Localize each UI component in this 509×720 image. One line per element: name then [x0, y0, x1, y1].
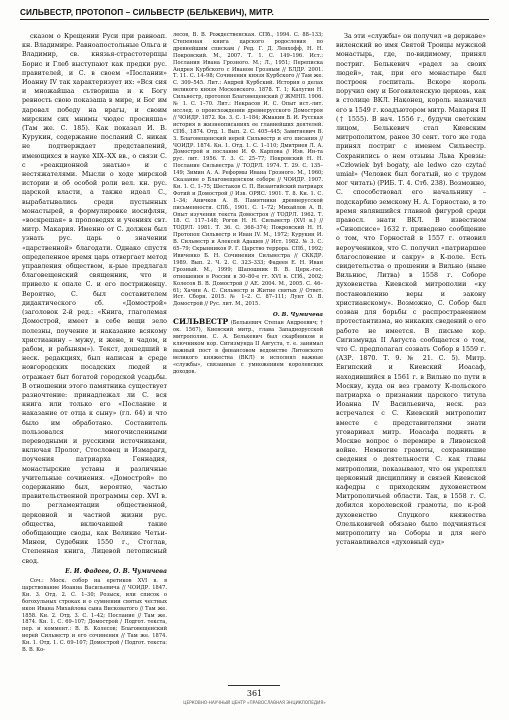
bibliography-works: Соч.: Моск. собор на еретиков XVI в. в царствование Иоанна Васильевича // ЧОИДР. 1847. Кн. 3. Отд. 2. С. 1–30; Розыск, или список о богохульных строках и о сумнении святых честных икон Ивана Михайлова сына Висковатого // Там же. 1858. Кн. 2. Отд. 3. С. 1–42; Послание // Там же. 1874. Кн. 1. С. 69–107; Домострой / Подгот. текста, пер. и коммент.: В. В. Колесов; Благовещенский иерей Сильвестр и его сочинения // Там же. 1874. Кн. 1. Отд. 1. С. 69–107; Домострой / Подгот. текста: В. В. Ко- — [22, 577, 167, 654]
publisher-watermark: ЦЕРКОВНО-НАУЧНЫЙ ЦЕНТР «ПРАВОСЛАВНАЯ ЭНЦИКЛОПЕДИЯ» — [183, 700, 326, 705]
entry-headword: СИЛЬВЕСТР — [173, 317, 229, 327]
bibliography-continued: лесов, В. В. Рождественская. СПб., 1994. С. 88–133; Степенная книга царского родословия по древнейшим спискам / Ред. Г. Д. Ленхофф, Н. Н. Покровский. М., 2007. Т. 1. С. 149–196. Ист.: Послания Ивана Грозного. М.; Л., 1951; Переписка Андрея Курбского с Иваном Грозным // БЛДР. 2001. Т. 11. С. 14–98; Сочинения князя Курбского // Там же. С. 309–545. Лит.: Андрей Курбский. История о делах великого князя Московского. 1878. Т. 1; Калугин Н. Сильвестр, протопоп Благовещенский // ЖМНП. 1906. № 1. С. 1–70. Лит.: Некрасов И. С. Опыт ист.-лит. исслед. о происхождении древнерусского Домостроя // ЧОИДР. 1872. Кн. 3. С. 1–184; Жмакин В. И. Русская история в жизнеописаниях ее главнейших деятелей. СПб., 1874. Отд. 1. Вып. 2. С. 405–445; Завитневич В. З. Благовещенский иерей Сильвестр и его писания // ЧОИДР. 1874. Кн. 1. Отд. 1. С. 1–110; Дмитриев Л. А. Домострой и послание И. Ф. Карпова // Изв. Ин-та рус. лит. 1956. Т. 3. С. 25–77; Покровский Н. Н. Послание Сильвестра // ТОДРЛ. 1974. Т. 29. С. 135–149; Зимин А. А. Реформы Ивана Грозного. М., 1960; Сказание о Благовещенском соборе // ЧОИДР. 1907. Кн. 1. С. 1–75; Шестаков С. П. Византийский патриарх Фотий и Домострой // Изв. ОРЯС. 1901. Т. 8. Кн. 1. С. 1–34; Аничков А. В. Памятники древнерусской письменности. СПб., 1901. С. 1–72; Михайлов А. В. Опыт изучения текста Домостроя // ТОДРЛ. 1962. Т. 18. С. 117–148; Рогов Н. Н. Сильвестр (XVI в.) // ТОДРЛ. 1981. Т. 36. С. 368–374; Покровский Н. Н. Протопоп Сильвестр и Иван IV. М., 1972; Курукин И. В. Сильвестр и Алексей Адашев // Ист. 1982. № 3. С. 65–79; Скрынников Р. Г. Царство террора. СПб., 1992; Ивиченко Б. Н. Сочинения Сильвестра // СККДР. 1989. Вып. 2. Ч. 2. С. 323–333; Фадеев Е. Н. Иван Грозный. М., 1999; Шапошник В. В. Церк.-гос. отношения в России в 30–80-е гг. XVI в. СПб., 2002; Колесов В. В. Домострой // АЕ. 2004. М., 2005. С. 46–61; Хачин А. С. Сильвестр и Житие святых // Ответ. Ист. Сборн. 2015. № 1–2. С. 87–111; Лунт О. В. Домострой // Рус. лит. М., 2015. — [173, 32, 323, 308]
page-number: 361 — [246, 689, 263, 698]
footer-rule — [228, 685, 280, 686]
entry-text: (Белькевич Степан Андреевич; † ок. 1567), Киевский митр., глава Западнорусской митрополии. С. А. Белькевич был скарбником и ключником кор. Сигизмунда II Августа, т. е. занимал важный пост в финансовом ведомстве Литовского великого княжества (ВКЛ) и исполнял важные «службы», связанные с умножением королевских доходов. — [173, 320, 323, 375]
column-right — [336, 32, 486, 677]
new-entry — [173, 319, 323, 375]
entry-text-continued: За эти «службы» он получил «в державе» виленский во имя Святой Троицы мужской монастырь, где, по-видимому, принял постриг. Белькевич «радел за своих людей», так, при его монастыре был построен госпиталь. Вскоре король поручил ему и Богоявленскую церковь, как в столице ВКЛ. Наконец, король назначил его в 1549 г. коадъютором митр. Макария II († 1555). В нач. 1556 г., будучи светским лицом, Белькевич стал Киевским митрополитом, ранее 30 сент. того же года принял постриг с именем Сильвестр. Сохранились о нем отзывы Льва Кревзы: «Człowiek był bogaty, ale ledwo czo czytać umiał» (Человек был богатый, но с трудом мог читать) (РИБ. Т. 4. Стб. 238). Возможно, С. способствовал его начальнику – подскарбию земскому Н. А. Горностаю, в то время являвшийся главной фигурой среди правосл. знати ВКЛ. В известном «Синопсисе» 1632 г. приведено сообщение о том, что Горностай в 1557 г. отновил вероучеников, что С. получил «патриаршее благословение и сакру» в К-поле. Есть свидетельства о прошении в Вильно (ныне Вильнюс, Литва) в 1558 г. Соборе духовенства Киевской митрополии «ку постановлению веры и закону христианскому». Возможно, С. Собор был созван для борьбы с распространением протестантизма, но никаких сведений о его работе не имеется. В письме кор. Сигизмунда II Августа сообщается о том, что С. предполагал созвать Собор в 1559 г. (АЗР. 1870. Т. 9. № 21. С. 5). Митр. Евгипский и Киевский Иоасаф, находившийся в 1561 г. в Вильно по пути в Москву, куда он вез грамоту К-польского патриарха о признании царского титула Иоанна IV Васильевича, неск. раз встречался с С. Киевский митрополит вместе с представителями знати уговаривал митр. Иоасафа поднять в Москве вопрос о перемире в Ливонской войне. Немногие грамоты, сохранившие сведения о деятельности С. как главы митрополии, показывают, что он укреплял церковный дисциплину и связей Киевской кафедры с приходским духовенством Митрополичьей области. Так, в 1558 г. С. добился королевской грамоты, по к-рой духовенство Слуцкого княжества Олельковичей обязано было подчиняться митрополиту на Соборы и для него устанавливался «духовный суд» — [336, 33, 486, 547]
column-left — [22, 32, 167, 677]
running-header: СИЛЬВЕСТР, ПРОТОПОП – СИЛЬВЕСТР (БЕЛЬКЕВИЧ), МИТР. — [20, 8, 489, 20]
article-author: О. В. Чумичева — [272, 312, 323, 319]
article-text-continued: сказом о Крещении Руси при равноап. кн. Владимире. Равноапостольные Ольга и Владимир, св. князья-страстотерпцы Борис и Глеб выступают как предки рус. правителей, и С. в своем «Послании» Иоанну IV так характеризует их: «Вся сия и множайшаа сътвориша и к Богу ревность свою показаша в мире, и Бог им даровал победу на врагы, и своим мирским сих мнимы чюдес просияша» (Там же. С. 185). Как показал И. В. Курукин, содержание посланий С. никак не подтверждает представлений, имеющихся в науке XIX–XX вв., о связи С. с «реакционной знатью» и с нестяжателями. Мысли о ходе мирской истории и об особой роли вел. кн. рус. царской власти, а также идеал С., вырабатывались среди пустынных монастырей, в формулировке иосифлян, «воскрешая» в проповедях и учениях свт. митр. Макария. Именно от С. должен был узнать рус. царь о значении «царственной» благодати. Однако спустя определенное время царь отвергает метод управления обществом, к-рые предлагал благовещенский священник, что и привело к опале С. и его постриженцу. Вероятно, С. был составителем дидактического сб. «Домострой» (заголовок 2-й ред.: «Книга, глаголемая Домострой, имеет в себе вещи зело полезны, поучение и наказание всякому христианину – мужу, и жене, и чадом, и рабом, и рабыням»). Текст, дошедший в неск. редакциях, был написан в среде новгородских посадских людей и отражает быт богатой городской усадьбы. В отношении этого памятника существует разночтение: принадлежал ли С. вся книга или только его «Послание и наказание от отца к сыну» (гл. 64) и что было им обработано. Составитель пользовался многочисленными переводными и русскими источниками, включая Пролог, Стословец и Измарагд, поучения патриарха Геннадия, монастырские уставы и различные учительные сочинения. «Домострой» по содержанию был, вероятно, частью правительственной программы сер. XVI в. по регламентации общественной, церковной и частной жизни рус. общества, включавшей такие обобщающие своды, как Великие Четьи-Минеи, Судебник 1550 г., Стоглав, Степенная книга, Лицевой летописный свод. — [22, 33, 167, 565]
column-middle — [173, 32, 323, 677]
article-authors: Е. И. Фадеев, О. В. Чумичева — [65, 567, 167, 575]
